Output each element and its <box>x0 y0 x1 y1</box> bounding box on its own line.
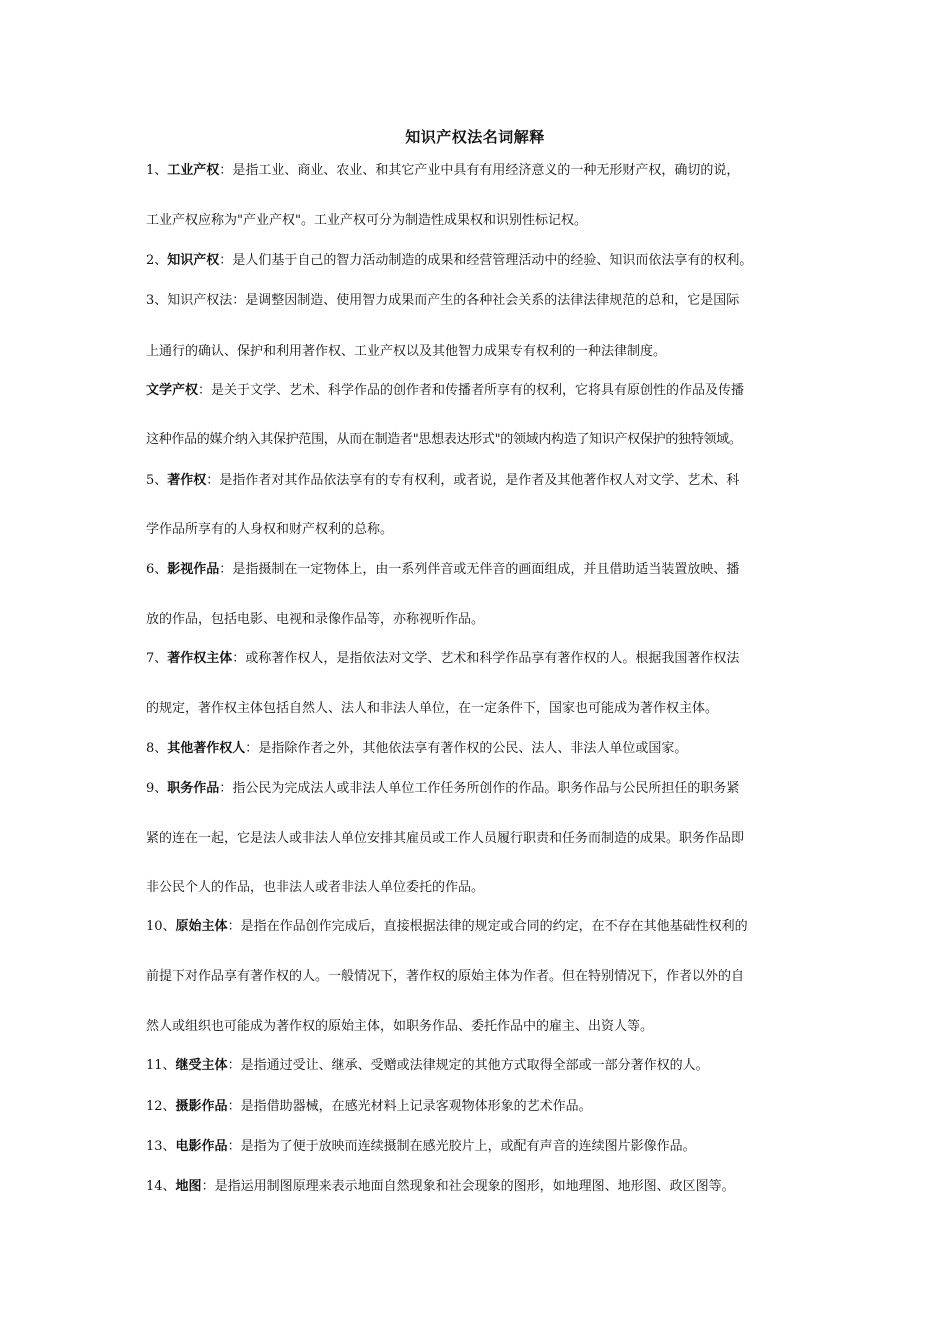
entry-term: 电影作品 <box>175 1139 228 1154</box>
entry-10-line-1 <box>146 918 826 936</box>
entry-text: 是指运用制图原理来表示地面自然现象和社会现象的图形，如地理图、地形图、政区图等。 <box>214 1179 735 1194</box>
entry-number: 2、 <box>146 253 168 268</box>
entry-colon: ： <box>227 1058 241 1073</box>
entry-number: 11、 <box>146 1058 176 1073</box>
entry-term: 原始主体 <box>175 919 228 934</box>
entry-1-line-1 <box>146 162 826 180</box>
entry-colon: ： <box>206 473 220 488</box>
entry-text: 是指通过受让、继承、受赠或法律规定的其他方式取得全部或一部分著作权的人。 <box>240 1058 709 1073</box>
entry-number: 1、 <box>146 163 168 178</box>
entry-number: 6、 <box>146 562 168 577</box>
entry-text: 是关于文学、艺术、科学作品的创作者和传播者所享有的权利，它将具有原创性的作品及传播 <box>211 383 745 398</box>
entry-text: 是指摄制在一定物体上，由一系列伴音或无伴音的画面组成，并且借助适当装置放映、播 <box>232 562 740 577</box>
entry-text: 是指借助器械，在感光材料上记录客观物体形象的艺术作品。 <box>240 1099 592 1114</box>
entry-14-line-1 <box>146 1178 826 1196</box>
entry-number: 13、 <box>146 1139 176 1154</box>
entry-number: 12、 <box>146 1099 176 1114</box>
entry-4-line-1 <box>146 382 826 400</box>
entry-11-line-1 <box>146 1057 826 1075</box>
entry-2-line-1 <box>146 252 826 270</box>
entry-10-line-2: 前提下对作品享有著作权的人。一般情况下，著作权的原始主体为作者。但在特别情况下，作者以外的自 <box>146 969 745 984</box>
entry-colon: ： <box>245 741 259 756</box>
entry-text: 是指在作品创作完成后，直接根据法律的规定或合同的约定，在不存在其他基础性权利的 <box>240 919 748 934</box>
entry-colon: ： <box>219 781 233 796</box>
entry-text: 是人们基于自己的智力活动制造的成果和经营管理活动中的经验、知识而依法享有的权利。 <box>232 253 753 268</box>
entry-13-line-1 <box>146 1138 826 1156</box>
entry-number: 14、 <box>146 1179 176 1194</box>
entry-text: 是指工业、商业、农业、和其它产业中具有有用经济意义的一种无形财产权，确切的说， <box>232 163 740 178</box>
entry-9-line-3: 非公民个人的作品，也非法人或者非法人单位委托的作品。 <box>146 880 485 895</box>
entry-colon: ： <box>219 562 233 577</box>
entry-colon: ： <box>201 1179 215 1194</box>
document-title: 知识产权法名词解释 <box>405 128 545 146</box>
entry-text: 指公民为完成法人或非法人单位工作任务所创作的作品。职务作品与公民所担任的职务紧 <box>232 781 740 796</box>
entry-number: 3、 <box>146 293 168 308</box>
entry-term: 知识产权 <box>167 253 220 268</box>
entry-colon: ： <box>227 1099 241 1114</box>
entry-term: 工业产权 <box>167 163 220 178</box>
entry-colon: ： <box>219 253 233 268</box>
entry-4-line-2: 这种作品的媒介纳入其保护范围，从而在制造者"思想表达形式"的领域内构造了知识产权保护的独特领域。 <box>146 432 742 447</box>
entry-text: 知识产权法：是调整因制造、使用智力成果而产生的各种社会关系的法律法律规范的总和，它是国际 <box>167 293 740 308</box>
entry-5-line-1 <box>146 472 826 490</box>
entry-text: 是指除作者之外，其他依法享有著作权的公民、法人、非法人单位或国家。 <box>258 741 688 756</box>
entry-9-line-2: 紧的连在一起，它是法人或非法人单位安排其雇员或工作人员履行职责和任务而制造的成果。职务作品即 <box>146 831 745 846</box>
entry-number: 9、 <box>146 781 168 796</box>
entry-12-line-1 <box>146 1098 826 1116</box>
entry-colon: ： <box>198 383 212 398</box>
entry-term: 职务作品 <box>167 781 220 796</box>
entry-number: 7、 <box>146 651 168 666</box>
entry-1-line-2: 工业产权应称为"产业产权"。工业产权可分为制造性成果权和识别性标记权。 <box>146 213 587 228</box>
entry-6-line-1 <box>146 561 826 579</box>
entry-3-line-2: 上通行的确认、保护和利用著作权、工业产权以及其他智力成果专有权利的一种法律制度。 <box>146 344 667 359</box>
entry-term: 地图 <box>175 1179 202 1194</box>
entry-term: 文学产权 <box>146 383 199 398</box>
entry-10-line-3: 然人或组织也可能成为著作权的原始主体，如职务作品、委托作品中的雇主、出资人等。 <box>146 1019 654 1034</box>
entry-5-line-2: 学作品所享有的人身权和财产权利的总称。 <box>146 522 394 537</box>
entry-colon: ： <box>227 919 241 934</box>
entry-8-line-1 <box>146 740 826 758</box>
entry-term: 其他著作权人 <box>167 741 246 756</box>
entry-9-line-1 <box>146 780 826 798</box>
entry-7-line-2: 的规定，著作权主体包括自然人、法人和非法人单位，在一定条件下，国家也可能成为著作权主体。 <box>146 701 719 716</box>
entry-number: 10、 <box>146 919 176 934</box>
entry-number: 8、 <box>146 741 168 756</box>
entry-term: 著作权主体 <box>167 651 233 666</box>
entry-term: 著作权 <box>167 473 207 488</box>
entry-number: 5、 <box>146 473 168 488</box>
entry-colon: ： <box>232 651 246 666</box>
entry-7-line-1 <box>146 650 826 668</box>
entry-3-line-1 <box>146 292 826 310</box>
entry-term: 摄影作品 <box>175 1099 228 1114</box>
entry-text: 是指为了便于放映而连续摄制在感光胶片上，或配有声音的连续图片影像作品。 <box>240 1139 696 1154</box>
entry-term: 继受主体 <box>175 1058 228 1073</box>
entry-term: 影视作品 <box>167 562 220 577</box>
entry-colon: ： <box>227 1139 241 1154</box>
entry-text: 是指作者对其作品依法享有的专有权利，或者说，是作者及其他著作权人对文学、艺术、科 <box>219 473 740 488</box>
entry-6-line-2: 放的作品，包括电影、电视和录像作品等，亦称视听作品。 <box>146 612 485 627</box>
entry-colon: ： <box>219 163 233 178</box>
entry-text: 或称著作权人，是指依法对文学、艺术和科学作品享有著作权的人。根据我国著作权法 <box>245 651 740 666</box>
